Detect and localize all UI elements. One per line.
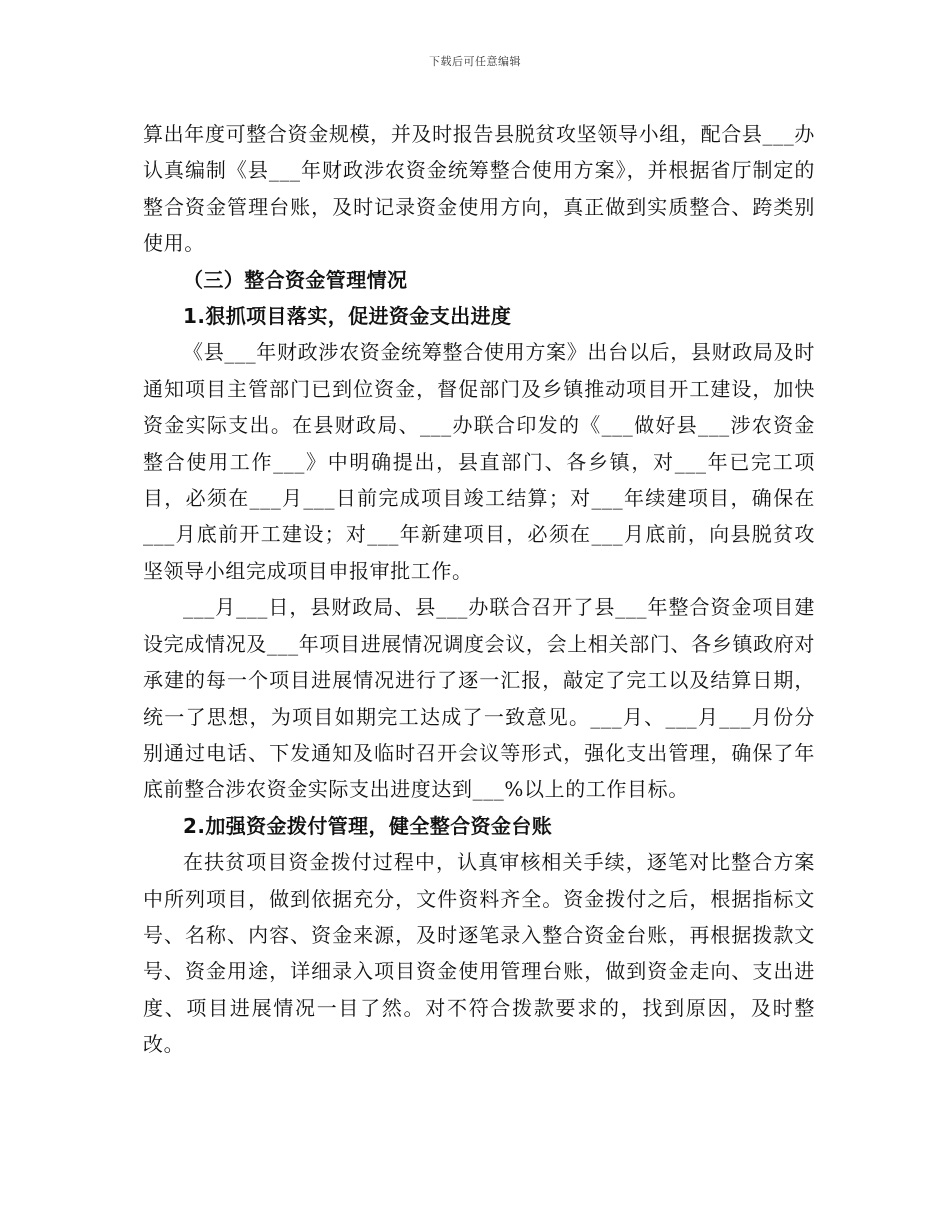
paragraph-3: ___月___日，县财政局、县___办联合召开了县___年整合资金项目建设完成情况及___年项目进展情况调度会议，会上相关部门、各乡镇政府对承建的每一个项目进展情况进行了逐一汇报，敲定了完工以及结算日期，统一了思想，为项目如期完工达成了一致意见。___月、___月___月份分别通过电话、下发通知及临时召开会议等形式，强化支出管理，确保了年底前整合涉农资金实际支出进度达到___%以上的工作目标。 (143, 595, 815, 802)
subsection-heading-2: 2.加强资金拨付管理，健全整合资金台账 (183, 813, 553, 838)
section-heading-3: （三）整合资金管理情况 (183, 267, 408, 292)
page-header: 下载后可任意编辑 (429, 55, 521, 68)
paragraph-4: 在扶贫项目资金拨付过程中，认真审核相关手续，逐笔对比整合方案中所列项目，做到依据充分，文件资料齐全。资金拨付之后，根据指标文号、名称、内容、资金来源，及时逐笔录入整合资金台账，再根据拨款文号、资金用途，详细录入项目资金使用管理台账，做到资金走向、支出进度、项目进展情况一目了然。对不符合拨款要求的，找到原因，及时整改。 (143, 850, 815, 1057)
paragraph-1: 算出年度可整合资金规模，并及时报告县脱贫攻坚领导小组，配合县___办认真编制《县___年财政涉农资金统筹整合使用方案》，并根据省厅制定的整合资金管理台账，及时记录资金使用方向，真正做到实质整合、跨类别使用。 (143, 122, 815, 256)
subsection-heading-1: 1.狠抓项目落实，促进资金支出进度 (183, 304, 512, 329)
document-body (143, 116, 815, 1063)
paragraph-2: 《县___年财政涉农资金统筹整合使用方案》出台以后，县财政局及时通知项目主管部门已到位资金，督促部门及乡镇推动项目开工建设，加快资金实际支出。在县财政局、___办联合印发的《___做好县___涉农资金整合使用工作___》中明确提出，县直部门、各乡镇，对___年已完工项目，必须在___月___日前完成项目竣工结算；对___年续建项目，确保在___月底前开工建设；对___年新建项目，必须在___月底前，向县脱贫攻坚领导小组完成项目申报审批工作。 (143, 340, 815, 583)
